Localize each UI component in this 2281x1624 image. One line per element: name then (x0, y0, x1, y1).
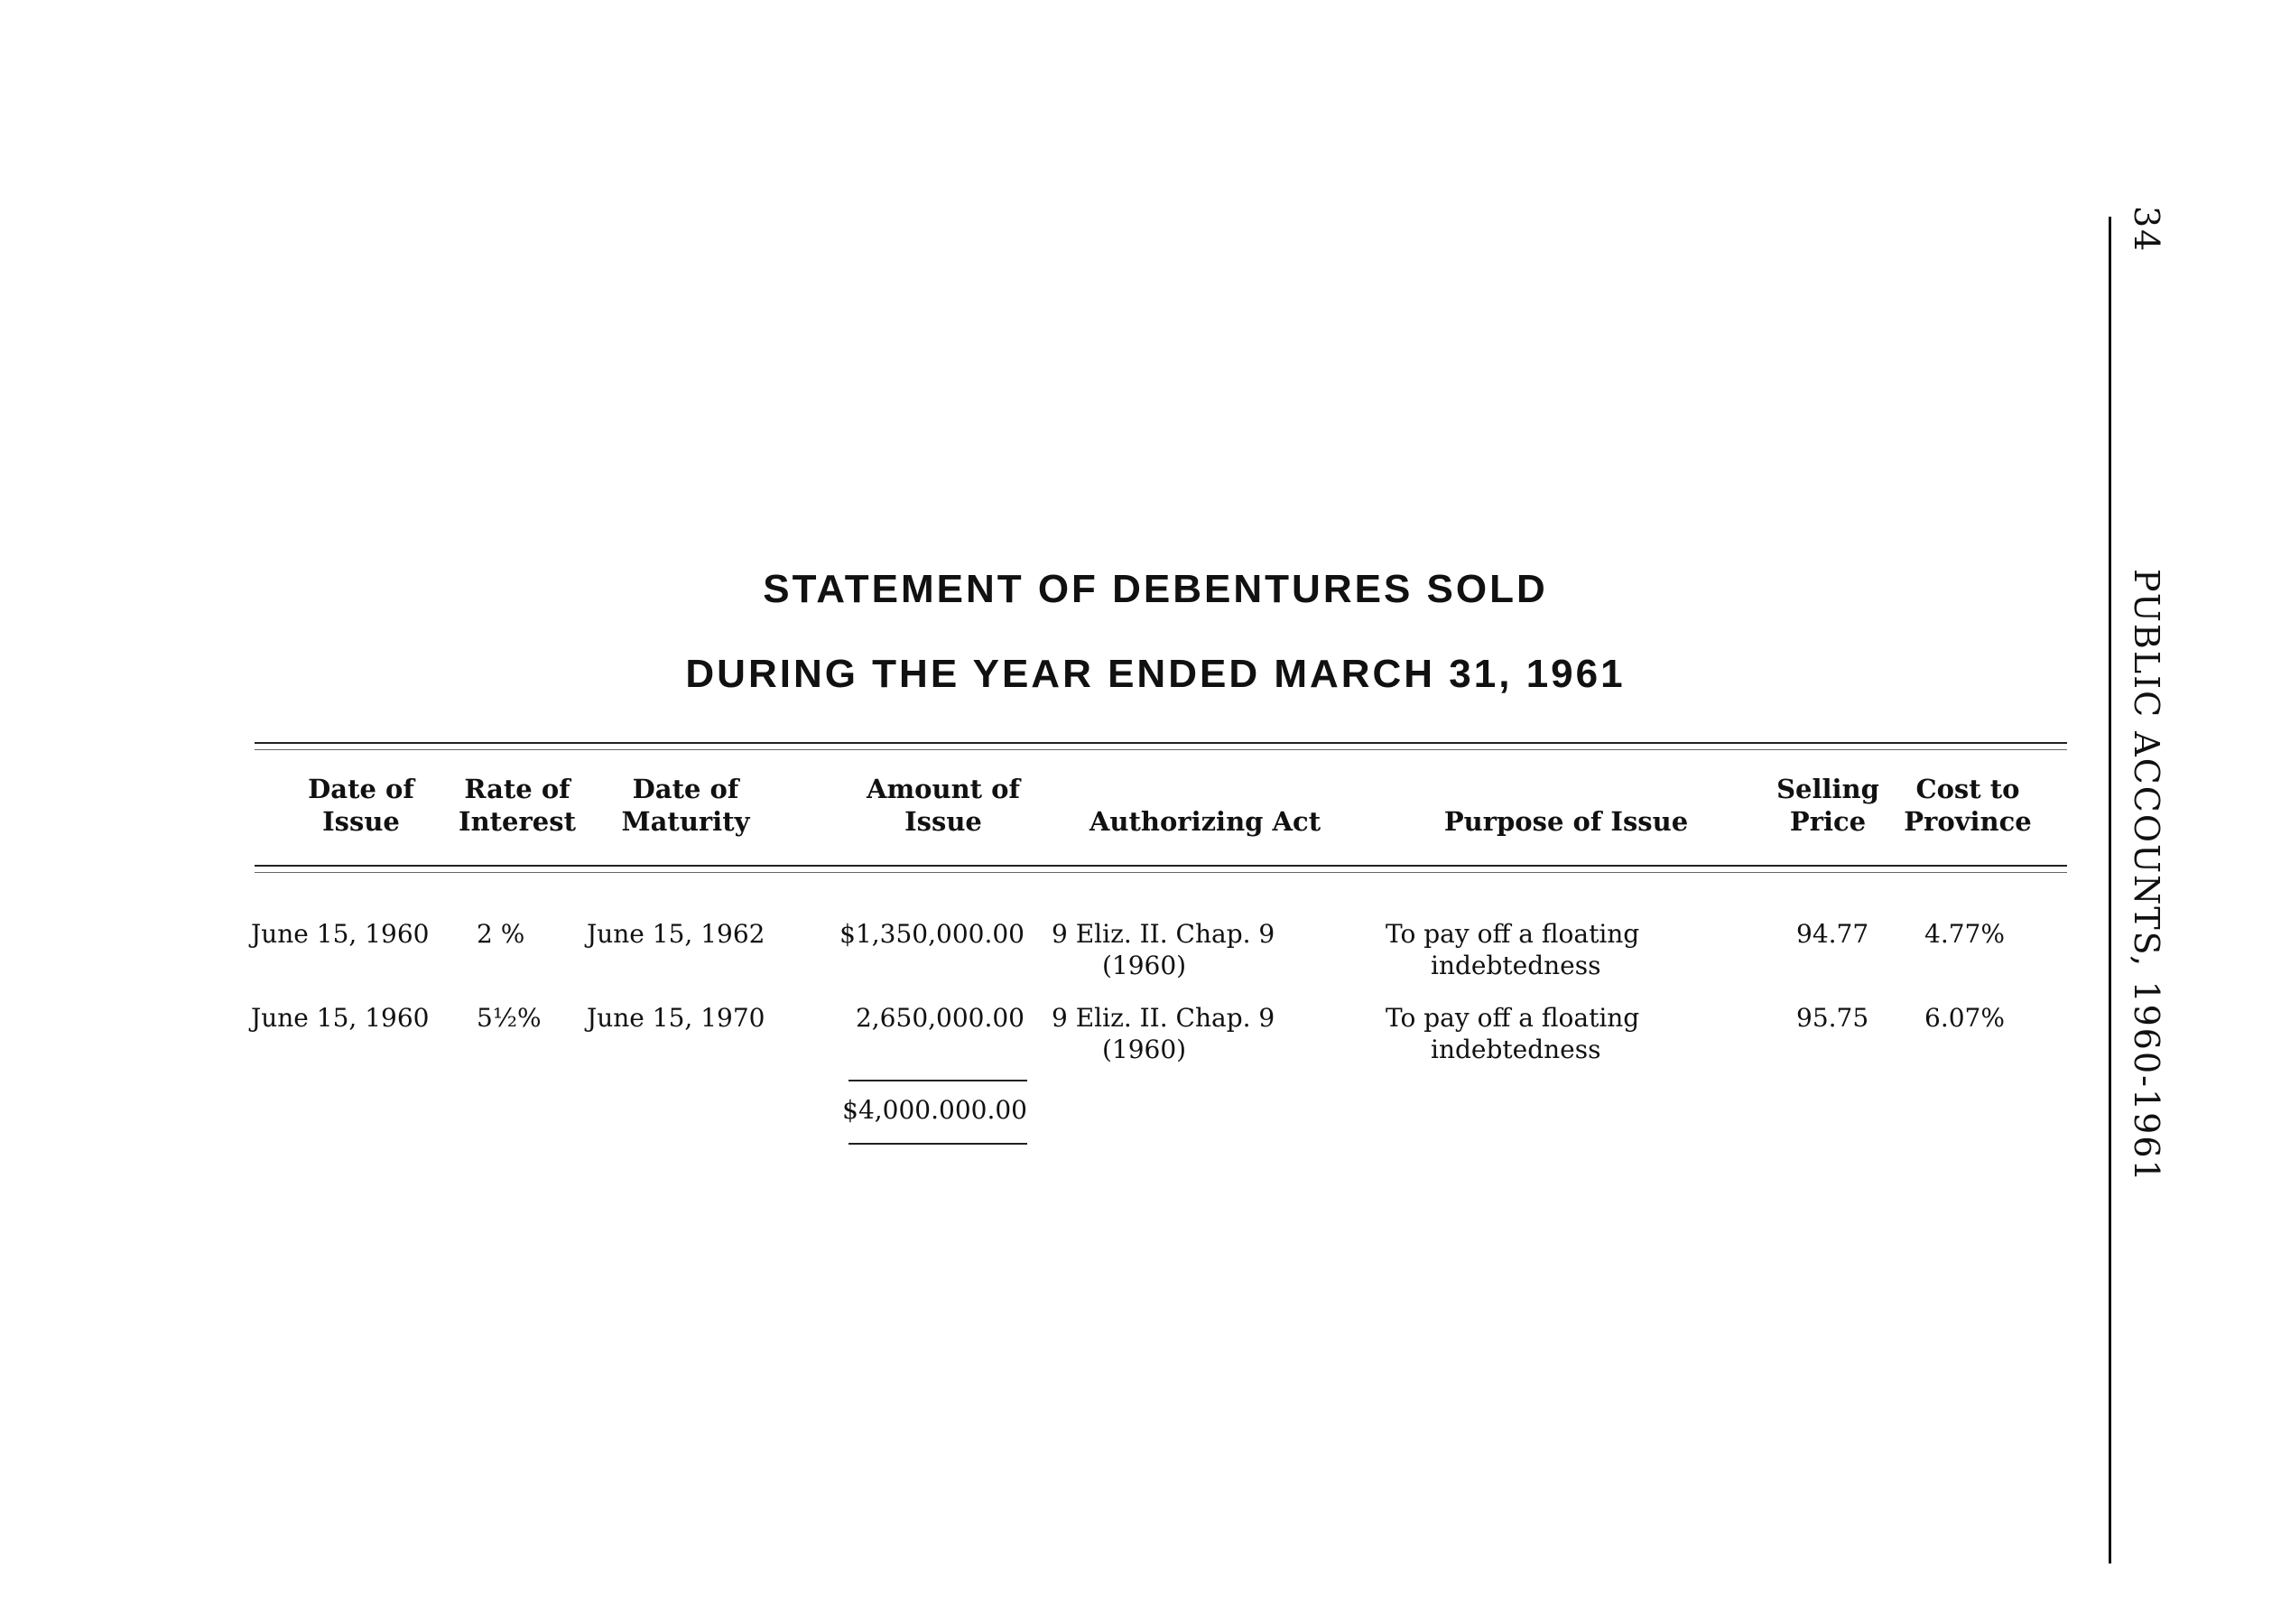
header-top-rule (255, 742, 2067, 744)
column-header-date-of-issue: Date of Issue (308, 774, 414, 837)
column-header-selling-price: Selling Price (1776, 774, 1879, 837)
running-head: PUBLIC ACCOUNTS, 1960-1961 (2127, 569, 2166, 1183)
document-subtitle: DURING THE YEAR ENDED MARCH 31, 1961 (685, 652, 1626, 696)
date-of-issue-cell: June 15, 1960 (251, 1003, 430, 1033)
rate-of-interest-cell: 2 % (477, 919, 525, 949)
purpose-of-issue-cell: To pay off a floating indebtedness (1386, 1003, 1640, 1064)
purpose-of-issue-cell: To pay off a floating indebtedness (1386, 919, 1640, 980)
column-header-rate-of-interest: Rate of Interest (459, 774, 576, 837)
total-rule-bottom (848, 1143, 1027, 1145)
date-of-issue-cell: June 15, 1960 (251, 919, 430, 949)
date-of-maturity-cell: June 15, 1962 (587, 919, 765, 949)
amount-of-issue-cell: $1,350,000.00 (839, 919, 1025, 949)
header-top-rule-thin (255, 749, 2067, 750)
amount-of-issue-cell: 2,650,000.00 (855, 1003, 1025, 1033)
rate-of-interest-cell: 5½% (477, 1003, 542, 1033)
selling-price-cell: 95.75 (1796, 1003, 1869, 1033)
total-amount: $4,000.000.00 (842, 1095, 1027, 1125)
margin-rule (2109, 217, 2111, 1564)
cost-to-province-cell: 4.77% (1924, 919, 2005, 949)
selling-price-cell: 94.77 (1796, 919, 1869, 949)
column-header-authorizing-act: Authorizing Act (1089, 806, 1321, 837)
document-title: STATEMENT OF DEBENTURES SOLD (763, 567, 1548, 611)
page-number: 34 (2127, 206, 2166, 254)
header-bottom-rule (255, 865, 2067, 867)
column-header-date-of-maturity: Date of Maturity (621, 774, 750, 837)
authorizing-act-cell: 9 Eliz. II. Chap. 9 (1960) (1052, 1003, 1275, 1064)
column-header-purpose-of-issue: Purpose of Issue (1443, 806, 1689, 837)
cost-to-province-cell: 6.07% (1924, 1003, 2005, 1033)
column-header-amount-of-issue: Amount of Issue (866, 774, 1020, 837)
header-bottom-rule-thin (255, 872, 2067, 873)
authorizing-act-cell: 9 Eliz. II. Chap. 9 (1960) (1052, 919, 1275, 980)
column-header-cost-to-province: Cost to Province (1904, 774, 2032, 837)
date-of-maturity-cell: June 15, 1970 (587, 1003, 765, 1033)
total-rule-top (848, 1080, 1027, 1081)
